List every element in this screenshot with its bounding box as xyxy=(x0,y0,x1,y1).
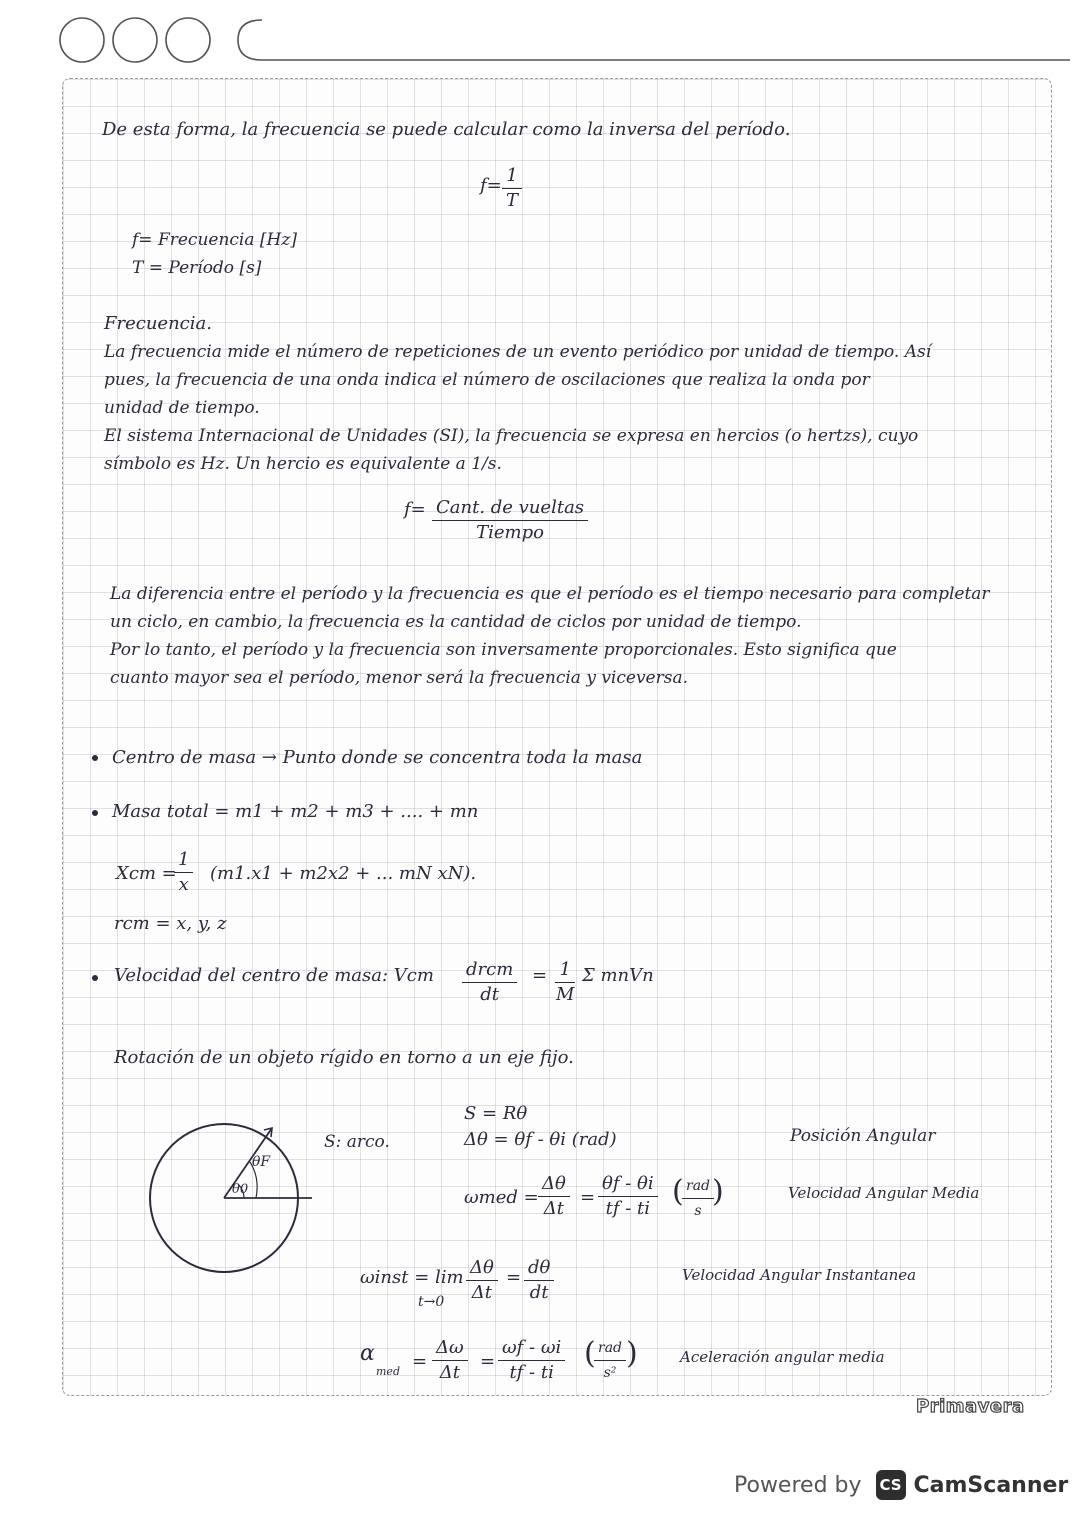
omega-inst-limit: t→0 xyxy=(418,1294,445,1310)
circle-theta-0-label: θ0 xyxy=(232,1182,249,1197)
frequency-formula-lhs: f= xyxy=(404,499,426,520)
omega-med-den-1: Δt xyxy=(543,1198,565,1219)
arc-length-formula: S = Rθ xyxy=(464,1103,528,1124)
xcm-den: x xyxy=(178,874,189,895)
label-mean-angular-velocity: Velocidad Angular Media xyxy=(788,1184,980,1202)
cm-velocity-den: dt xyxy=(480,984,500,1005)
bullet-dot xyxy=(92,975,98,981)
period-formula-den: T xyxy=(506,190,519,211)
frequency-paragraph-line-1: La frecuencia mide el número de repeticiones de un evento periódico por unidad de tiempo. Así xyxy=(104,342,932,362)
intro-line: De esta forma, la frecuencia se puede calcular como la inversa del período. xyxy=(102,119,791,140)
rotation-heading: Rotación de un objeto rígido en torno a un eje fijo. xyxy=(114,1047,574,1068)
omega-inst-fraction-1 xyxy=(466,1256,498,1305)
cm-velocity-label: Velocidad del centro de masa: Vcm xyxy=(114,965,434,986)
omega-med-fraction-1 xyxy=(538,1172,570,1221)
frequency-heading: Frecuencia. xyxy=(104,313,212,334)
primavera-logo-text: Primavera xyxy=(916,1396,1025,1417)
bullet-dot xyxy=(92,755,98,761)
omega-med-unit-den: s xyxy=(694,1203,702,1219)
alpha-med-fraction-2 xyxy=(498,1336,565,1385)
period-formula-fraction xyxy=(502,164,522,213)
definition-frequency: f= Frecuencia [Hz] xyxy=(132,230,297,250)
alpha-med-lhs: α xyxy=(360,1341,375,1366)
omega-inst-den-2: dt xyxy=(529,1282,549,1303)
frequency-paragraph-line-5: símbolo es Hz. Un hercio es equivalente a 1/s. xyxy=(104,454,502,474)
definition-period: T = Período [s] xyxy=(132,258,262,278)
omega-med-unit xyxy=(682,1174,714,1223)
xcm-lhs: Xcm = xyxy=(116,863,177,884)
alpha-med-den-1: Δt xyxy=(439,1362,460,1383)
alpha-med-unit-den: s² xyxy=(603,1365,617,1381)
cm-velocity-fraction xyxy=(462,958,517,1007)
cm-velocity-den-2: M xyxy=(556,984,575,1005)
circle-theta-f-label: θF xyxy=(252,1154,271,1170)
difference-line-2: un ciclo, en cambio, la frecuencia es la cantidad de ciclos por unidad de tiempo. xyxy=(110,612,802,632)
cm-velocity-num-2: 1 xyxy=(555,958,574,983)
frequency-formula-num: Cant. de vueltas xyxy=(432,496,588,521)
omega-inst-num-2: dθ xyxy=(524,1256,554,1281)
alpha-med-den-2: tf - ti xyxy=(509,1362,554,1383)
center-of-mass-definition: Centro de masa → Punto donde se concentra toda la masa xyxy=(112,747,643,768)
alpha-med-sub: med xyxy=(376,1365,400,1378)
notebook-tab-circles xyxy=(40,16,1080,66)
frequency-formula-den: Tiempo xyxy=(476,522,544,543)
camscanner-logo-icon: CS xyxy=(876,1470,906,1500)
xcm-rhs: (m1.x1 + m2x2 + ... mN xN). xyxy=(210,863,477,884)
alpha-med-unit-num: rad xyxy=(594,1336,626,1361)
omega-inst-den-1: Δt xyxy=(471,1282,493,1303)
frequency-formula-fraction xyxy=(432,496,588,545)
alpha-med-num-1: Δω xyxy=(432,1336,468,1361)
omega-med-num-1: Δθ xyxy=(538,1172,570,1197)
alpha-med-unit xyxy=(594,1336,626,1385)
label-mean-angular-acceleration: Aceleración angular media xyxy=(680,1348,885,1366)
cm-velocity-rhs: Σ mnVn xyxy=(582,965,654,986)
difference-line-1: La diferencia entre el período y la frecuencia es que el período es el tiempo necesario para completar xyxy=(110,584,990,604)
rcm-formula: rcm = x, y, z xyxy=(114,913,227,934)
rotation-circle-diagram xyxy=(140,1118,320,1278)
alpha-med-num-2: ωf - ωi xyxy=(498,1336,565,1361)
omega-med-lhs: ωmed = xyxy=(464,1187,539,1208)
label-angular-position: Posición Angular xyxy=(790,1126,936,1146)
xcm-fraction xyxy=(174,848,193,897)
label-instantaneous-angular-velocity: Velocidad Angular Instantanea xyxy=(682,1266,917,1284)
alpha-med-fraction-1 xyxy=(432,1336,468,1385)
camscanner-footer xyxy=(734,1470,1068,1500)
arc-label: S: arco. xyxy=(324,1132,390,1152)
frequency-paragraph-line-4: El sistema Internacional de Unidades (SI), la frecuencia se expresa en hercios (o hertzs), cuyo xyxy=(104,426,919,446)
period-formula-lhs: f= xyxy=(480,175,502,196)
omega-inst-num-1: Δθ xyxy=(466,1256,498,1281)
cm-velocity-fraction-2 xyxy=(552,958,578,1007)
period-formula-num: 1 xyxy=(502,164,521,189)
difference-line-4: cuanto mayor sea el período, menor será la frecuencia y viceversa. xyxy=(110,668,688,688)
xcm-num: 1 xyxy=(174,848,193,873)
omega-med-num-2: θf - θi xyxy=(598,1172,658,1197)
cm-velocity-num: drcm xyxy=(462,958,517,983)
powered-by-text: Powered by xyxy=(734,1472,862,1498)
cm-velocity-equals: = xyxy=(532,965,548,986)
omega-med-unit-num: rad xyxy=(682,1174,714,1199)
omega-inst-lhs: ωinst = lim xyxy=(360,1267,464,1288)
omega-inst-fraction-2 xyxy=(524,1256,554,1305)
frequency-paragraph-line-3: unidad de tiempo. xyxy=(104,398,260,418)
angular-displacement-formula: Δθ = θf - θi (rad) xyxy=(464,1129,617,1150)
omega-med-den-2: tf - ti xyxy=(605,1198,651,1219)
omega-med-fraction-2 xyxy=(598,1172,658,1221)
camscanner-brand: CamScanner xyxy=(913,1472,1069,1498)
total-mass-formula: Masa total = m1 + m2 + m3 + .... + mn xyxy=(112,801,479,822)
bullet-dot xyxy=(92,810,98,816)
frequency-paragraph-line-2: pues, la frecuencia de una onda indica el número de oscilaciones que realiza la onda por xyxy=(104,370,870,390)
difference-line-3: Por lo tanto, el período y la frecuencia son inversamente proporcionales. Esto significa que xyxy=(110,640,897,660)
